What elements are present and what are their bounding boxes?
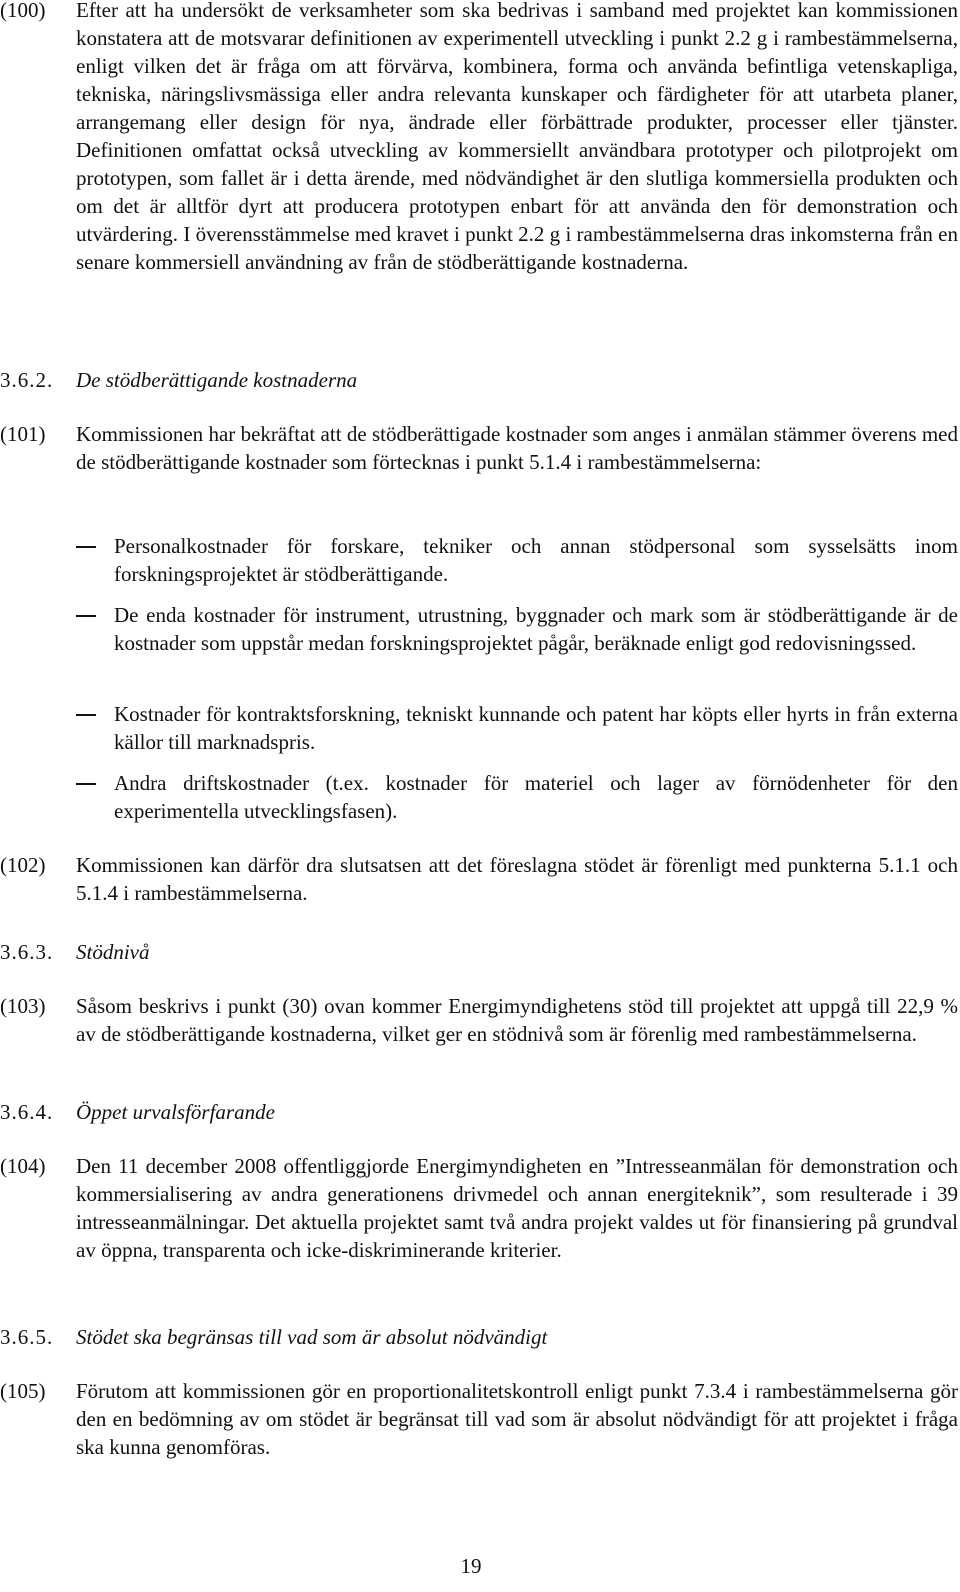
paragraph-text: Kommissionen kan därför dra slutsatsen att det föreslagna stödet är förenligt med punkterna 5.1.1 och 5.1.4 i rambestämmelserna. xyxy=(76,853,958,905)
section-number: 3.6.3. xyxy=(0,940,54,964)
paragraph-102 xyxy=(0,851,960,907)
section-title: Stödet ska begränsas till vad som är absolut nödvändigt xyxy=(76,1325,548,1349)
list-item-text: De enda kostnader för instrument, utrustning, byggnader och mark som är stödberättigande är de kostnader som uppstår medan forskningsprojektet pågår, beräknade enligt god redovisningssed. xyxy=(114,603,958,655)
list-item xyxy=(0,532,960,588)
paragraph-number: (101) xyxy=(0,422,46,446)
paragraph-number: (102) xyxy=(0,853,46,877)
list-item-text: Andra driftskostnader (t.ex. kostnader för materiel och lager av förnödenheter för den experimentella utvecklingsfasen). xyxy=(114,771,958,823)
page-number: 19 xyxy=(460,1554,482,1578)
section-title: De stödberättigande kostnaderna xyxy=(76,368,358,392)
paragraph-103 xyxy=(0,992,960,1048)
section-number: 3.6.5. xyxy=(0,1325,54,1349)
dash-bullet-icon xyxy=(76,546,96,548)
list-item-text: Kostnader för kontraktsforskning, tekniskt kunnande och patent har köpts eller hyrts in från externa källor till marknadspris. xyxy=(114,702,958,754)
paragraph-text: Efter att ha undersökt de verksamheter som ska bedrivas i samband med projektet kan kommissionen konstatera att de motsvarar definitionen av experimentell utveckling i punkt 2.2 g i rambestämmelserna, enligt vilken det är fråga om att förvärva, kombinera, forma och använda befintliga vetenskapliga, tekniska, näringslivsmässiga eller andra relevanta kunskaper och färdigheter för att utarbeta planer, arrangemang eller design för nya, ändrade eller förbättrade produkter, processer eller tjänster. Definitionen omfattat också utveckling av kommersiellt användbara prototyper och pilotprojekt om prototypen, som fallet är i detta ärende, med nödvändighet är den slutliga kommersiella produkten och om det är alltför dyrt att producera prototypen enbart för att använda den för demonstration och utvärdering. I överensstämmelse med kravet i punkt 2.2 g i rambestämmelserna dras inkomsterna från en senare kommersiell användning av från de stödberättigande kostnaderna. xyxy=(76,0,958,274)
section-number: 3.6.2. xyxy=(0,368,54,392)
paragraph-104 xyxy=(0,1152,960,1264)
paragraph-text: Såsom beskrivs i punkt (30) ovan kommer Energimyndighetens stöd till projektet att uppgå till 22,9 % av de stödberättigande kostnaderna, vilket ger en stödnivå som är förenlig med rambestämmelserna. xyxy=(76,994,958,1046)
paragraph-number: (104) xyxy=(0,1154,46,1178)
list-item xyxy=(0,700,960,756)
paragraph-100 xyxy=(0,0,960,276)
list-item xyxy=(0,769,960,825)
paragraph-105 xyxy=(0,1377,960,1461)
dash-bullet-icon xyxy=(76,615,96,617)
paragraph-number: (103) xyxy=(0,994,46,1018)
dash-bullet-icon xyxy=(76,783,96,785)
section-number: 3.6.4. xyxy=(0,1100,54,1124)
list-item xyxy=(0,601,960,657)
section-title: Öppet urvalsförfarande xyxy=(76,1100,275,1124)
list-item-text: Personalkostnader för forskare, tekniker och annan stödpersonal som sysselsätts inom forskningsprojektet är stödberättigande. xyxy=(114,534,958,586)
paragraph-text: Kommissionen har bekräftat att de stödberättigade kostnader som anges i anmälan stämmer överens med de stödberättigande kostnader som förtecknas i punkt 5.1.4 i rambestämmelserna: xyxy=(76,422,958,474)
paragraph-number: (100) xyxy=(0,0,46,22)
paragraph-101 xyxy=(0,420,960,476)
paragraph-text: Den 11 december 2008 offentliggjorde Energimyndigheten en ”Intresseanmälan för demonstration och kommersialisering av andra generationens drivmedel och annan energiteknik”, som resulterade i 39 intresseanmälningar. Det aktuella projektet samt två andra projekt valdes ut för finansiering på grundval av öppna, transparenta och icke-diskriminerande kriterier. xyxy=(76,1154,958,1262)
paragraph-number: (105) xyxy=(0,1379,46,1403)
paragraph-text: Förutom att kommissionen gör en proportionalitetskontroll enligt punkt 7.3.4 i rambestämmelserna gör den en bedömning av om stödet är begränsat till vad som är absolut nödvändigt för att projektet i fråga ska kunna genomföras. xyxy=(76,1379,958,1459)
section-title: Stödnivå xyxy=(76,940,150,964)
dash-bullet-icon xyxy=(76,714,96,716)
